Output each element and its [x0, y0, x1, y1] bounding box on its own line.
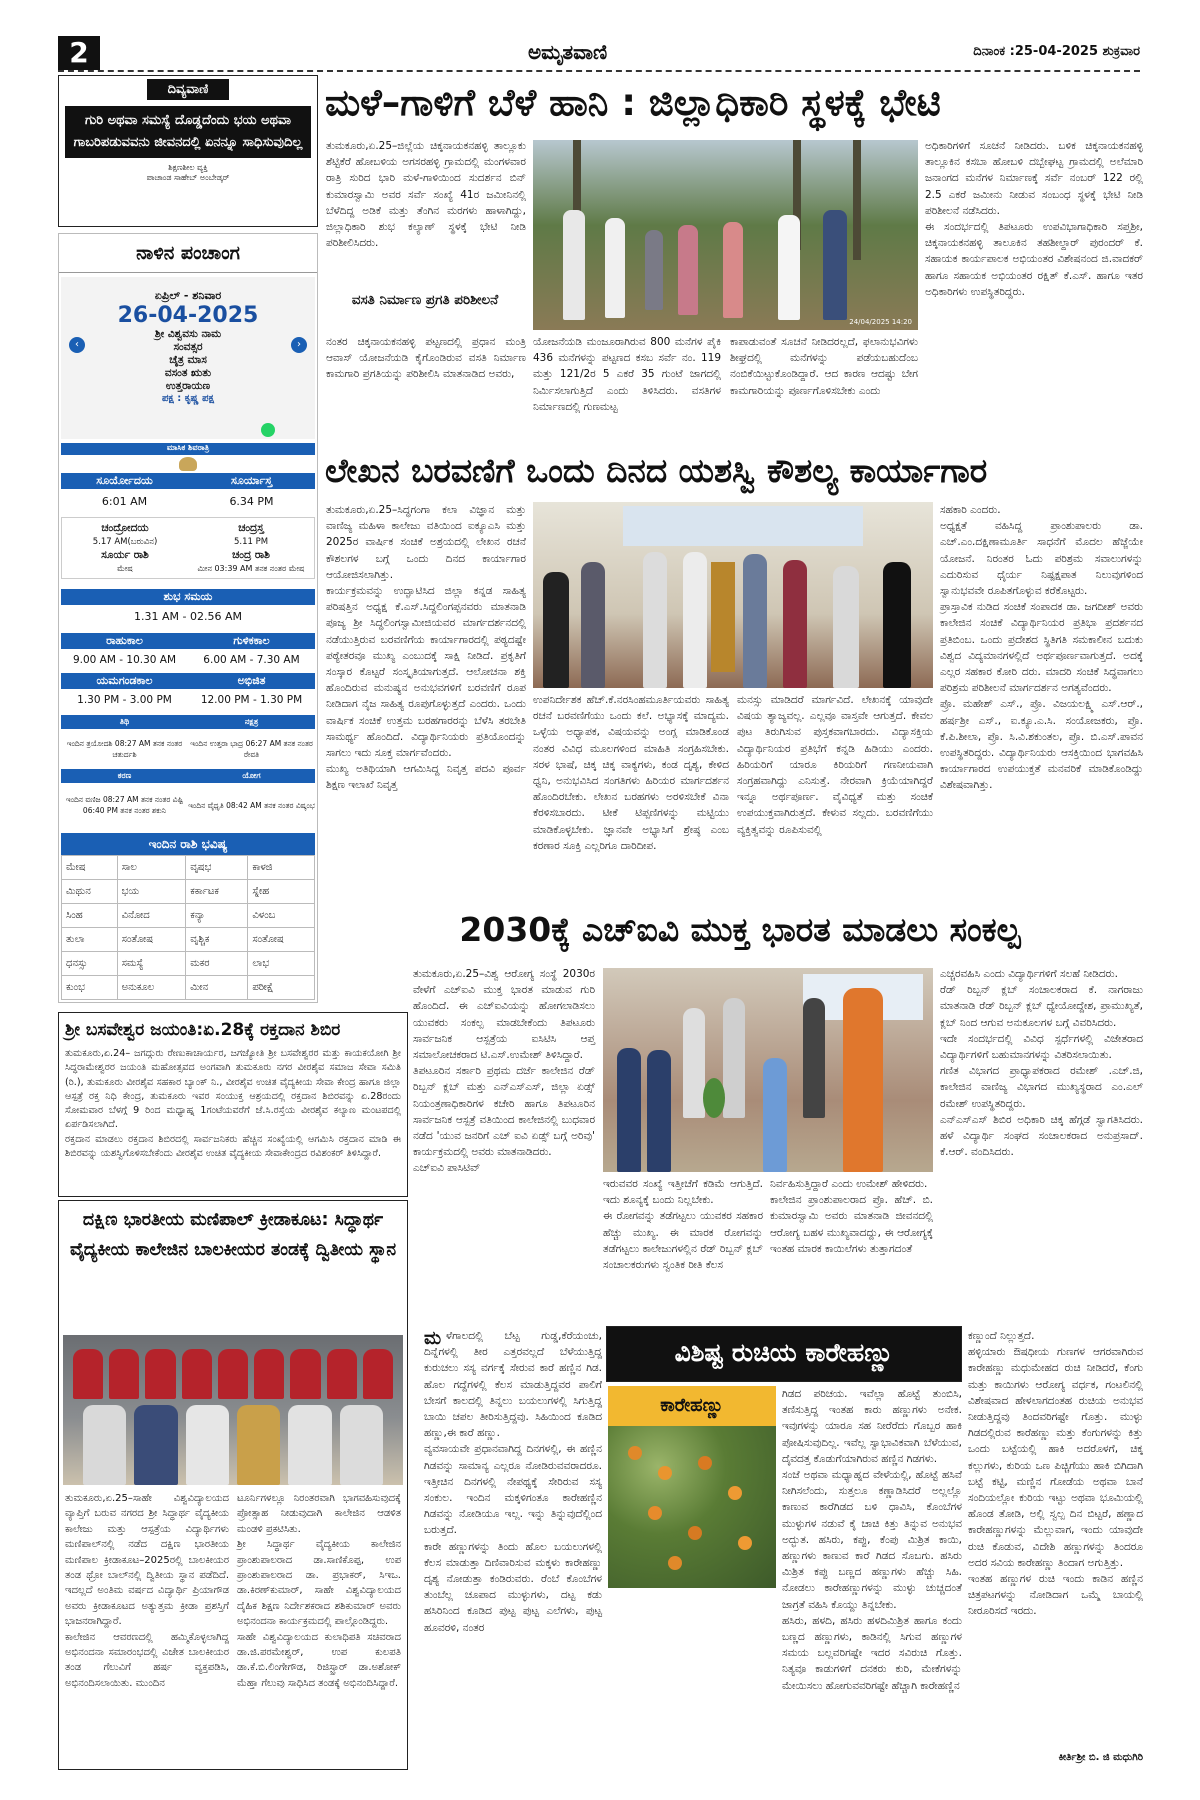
person [581, 562, 605, 688]
banner [623, 506, 863, 546]
fruit-cluster [688, 1526, 702, 1540]
person [723, 222, 743, 318]
rashi-sign: ಸಿಂಹ [62, 904, 118, 928]
person [645, 230, 663, 310]
panchanga-title: ನಾಳಿನ ಪಂಚಾಂಗ [59, 234, 317, 273]
rashi-prediction: ಸ್ನೇಹ [248, 880, 315, 904]
story4-box [58, 1012, 408, 1197]
rashi-sign: ಮೇಷ [62, 856, 118, 880]
rashi-sign: ಮಿಥುನ [62, 880, 118, 904]
person [763, 1058, 787, 1172]
yama-row: ಯಮಗಂಡಕಾಲ ಅಭಿಜಿತ 1.30 PM - 3.00 PM 12.00 PM - 1.30 PM [61, 673, 315, 711]
plant [703, 1078, 725, 1118]
divyavani-title: ದಿವ್ಯವಾಣಿ [147, 79, 229, 100]
photo-label: ಕಾರೇಹಣ್ಣು [608, 1386, 776, 1426]
rashi-section: ಇಂದಿನ ರಾಶಿ ಭವಿಷ್ಯ ಮೇಷ ಸಾಲ ವೃಷಭ ಕಾಳಜಿ ಮಿಥುನ ಭಯ ಕರ್ಕಾಟಕ ಸ್ನೇಹ ಸಿಂಹ ವಿನೋದ ಕನ್ಯಾ ವಿಳಂಬ ತುಲಾ ಸಂತೋಷ ವೃಶ್ಚಿಕ ಸಂತೋಷ ಧನಸ್ಸು ಸಮಸ್ಯೆ ಮಕರ ಲಾಭ ಕುಂಭ ಅನುಕೂಲ ಮೀನ ಪರೀಕ್ಷೆ [61, 833, 315, 1000]
rashi-sign: ಕರ್ಕಾಟಕ [186, 880, 248, 904]
rashi-sign: ವೃಷಭ [186, 856, 248, 880]
rashi-sign: ಕನ್ಯಾ [186, 904, 248, 928]
rashi-prediction: ಸಾಲ [117, 856, 186, 880]
rashi-prediction: ಸಂತೋಷ [248, 928, 315, 952]
story1-col1: ತುಮಕೂರು,ಏ.25–ಜಿಲ್ಲೆಯ ಚಿಕ್ಕನಾಯಕನಹಳ್ಳಿ ತಾಲ್ಲೂಕು ಶೆಟ್ಟಿಕೆರೆ ಹೋಬಳಿಯ ಅಗಸರಹಳ್ಳಿ ಗ್ರಾಮದಲ್ಲಿ ಮಂಗಳವಾರ ರಾತ್ರಿ ಸುರಿದ ಭಾರಿ ಮಳೆ-ಗಾಳಿಯಿಂದ ಸುದರ್ಶನ ಬಿನ್ ಕುಮಾರಸ್ವಾಮಿ ಅವರ ಸರ್ವೆ ಸಂಖ್ಯೆ 41ರ ಜಮೀನಿನಲ್ಲಿ ಬೆಳೆದಿದ್ದ ಅಡಿಕೆ ಮತ್ತು ತೆಂಗಿನ ಮರಗಳು ಹಾಳಾಗಿದ್ದು, ಜಿಲ್ಲಾಧಿಕಾರಿ ಶುಭ ಕಲ್ಯಾಣ್ ಸ್ಥಳಕ್ಕೆ ಭೇಟಿ ನೀಡಿ ಪರಿಶೀಲಿಸಿದರು. [326, 140, 530, 250]
story6-headline: ವಿಶಿಷ್ಟ ರುಚಿಯ ಕಾರೇಹಣ್ಣು [674, 1338, 894, 1367]
story6-col1: ಳೆಗಾಲದಲ್ಲಿ ಬೆಟ್ಟ ಗುಡ್ಡ,ಕೆರೆಯಂಚು, ದಿನ್ನೆಗಳಲ್ಲಿ ತೀರ ಎತ್ತರವಲ್ಲದೆ ಬೆಳೆಯುತ್ತಿದ್ದ ಕುರುಚಲು ಸಸ್ಯ ವರ್ಗಕ್ಕೆ ಸೇರುವ ಕಾರೆ ಹಣ್ಣಿನ ಗಿಡ. ಹೊಲ ಗದ್ದೆಗಳಲ್ಲಿ ಕೆಲಸ ಮಾಡುತ್ತಿದ್ದವರ ಪಾಲಿಗೆ ಬೇಸಗೆ ಕಾಲದಲ್ಲಿ ತಿನ್ನಲು ಬಯಲುಗಳಲ್ಲಿ ಸಿಗುತ್ತಿದ್ದ ಬಾಯಿ ಚಪಲ ತೀರಿಸುತ್ತಿದ್ದವು. ಸಿಹಿಯಿಂದ ಕೂಡಿದ ಹಣ್ಣು,ಈ ಕಾರೆ ಹಣ್ಣು. ವ್ಯವಸಾಯವೇ ಪ್ರಧಾನವಾಗಿದ್ದ ದಿನಗಳಲ್ಲಿ, ಈ ಹಣ್ಣಿನ ಗಿಡವನ್ನು ಸಾಮಾನ್ಯ ಎಲ್ಲರೂ ನೋಡಿರುವವರಾದರೂ. ಇತ್ತೀಚಿನ ದಿನಗಳಲ್ಲಿ ನೇಪಥ್ಯಕ್ಕೆ ಸೇರಿರುವ ಸಸ್ಯ ಸಂಕುಲ. ಇಂದಿನ ಮಕ್ಕಳಿಗಂತೂ ಕಾರೇಹಣ್ಣಿನ ಗಿಡವನ್ನು ನೋಡಿಯೂ ಇಲ್ಲ. ಇನ್ನು ತಿನ್ನುವುದೆಲ್ಲಿಂದ ಬರುತ್ತದೆ. ಕಾರೇ ಹಣ್ಣುಗಳನ್ನು ತಿಂದು ಹೊಲ ಬಯಲುಗಳಲ್ಲಿ ಕೆಲಸ ಮಾಡುತ್ತಾ ದಿಣಿವಾರಿಸುವ ಮಕ್ಕಳು ಕಾರೇಹಣ್ಣು ದೃಶ್ಯ ನೋಡುತ್ತಾ ಕಂಡಿರುವರು. ರೆಂಬೆ ಕೊಂಬೆಗಳ ತುಂಬೆಲ್ಲ ಚೂಪಾದ ಮುಳ್ಳುಗಳು, ದಟ್ಟ ಕಡು ಹಸಿರಿನಿಂದ ಕೂಡಿದ ಪುಟ್ಟ ಪುಟ್ಟ ಎಲೆಗಳು, ಪುಟ್ಟ ಹೂವರಳಿ, ನಂತರ [424, 1330, 602, 1634]
palm-tree [853, 140, 861, 260]
story1-under-photo-b: ಕಾಪಾಡುವಂತೆ ಸೂಚನೆ ನೀಡಿದರಲ್ಲದೆ, ಫಲಾನುಭವಿಗಳು ಶೀಘ್ರದಲ್ಲಿ ಮನೆಗಳನ್ನು ಪಡೆಯಬಹುದೆಂಬ ನಂಬಿಕೆಯಿಟ್ಟುಕೊಂಡಿದ್ದಾರೆ. ಆದ ಕಾರಣ ಆದಷ್ಟು ಬೇಗ ಕಾಮಗಾರಿಯನ್ನು ಪೂರ್ಣಗೊಳಿಸಬೇಕು ಎಂದು [730, 336, 922, 397]
story1-subhead: ವಸತಿ ನಿರ್ಮಾಣ ಪ್ರಗತಿ ಪರಿಶೀಲನೆ [351, 292, 499, 308]
rashi-sign: ತುಲಾ [62, 928, 118, 952]
person [883, 562, 911, 688]
rashi-prediction: ಕಾಳಜಿ [248, 856, 315, 880]
tithi-row: ತಿಥಿ ನಕ್ಷತ್ರ ಇಂದಿನ ತ್ರಯೋದಶಿ 08:27 AM ತನಕ ನಂತರ ಚತುರ್ದಶಿ ಇಂದಿನ ಉತ್ತರಾ ಭಾದ್ರ 06:27 AM ತನಕ ನಂತರ ರೇವತಿ ಕರಣ ಯೋಗ ಇಂದಿನ ವಣಿಜ 08:27 AM ತನಕ ನಂತರ ವಿಷ್ಟಿ 06:40 PM ತನಕ ನಂತರ ಶಕುನಿ ಇಂದಿನ ವೈಧೃತಿ 08:42 AM ತನಕ ನಂತರ ವಿಷ್ಕಂಭ [61, 715, 315, 827]
rashi-prediction: ವಿಳಂಬ [248, 904, 315, 928]
rashi-prediction: ಪರೀಕ್ಷೆ [248, 976, 315, 1000]
panchanga-date-card: ಏಪ್ರಿಲ್ - ಶನಿವಾರ 26-04-2025 ಶ್ರೀ ವಿಶ್ವವಸು ನಾಮ ಸಂವತ್ಸರ ಚೈತ್ರ ಮಾಸ ವಸಂತ ಋತು ಉತ್ತರಾಯಣ ಪಕ್ಷ : ಕೃಷ್ಣ ಪಕ್ಷ ‹ › [61, 277, 315, 439]
story4-body: ತುಮಕೂರು,ಏ.24– ಜಗದ್ಗುರು ರೇಣುಕಾಚಾರ್ಯರ, ಜಗಜ್ಯೋತಿ ಶ್ರೀ ಬಸವೇಶ್ವರರ ಮತ್ತು ಕಾಯಕಯೋಗಿ ಶ್ರೀ ಸಿದ್ಧರಾಮೇಶ್ವರರ ಜಯಂತಿ ಮಹೋತ್ಸವದ ಅಂಗವಾಗಿ ತುಮಕೂರು ನಗರ ವೀರಶೈವ ಸಮಾಜ ಸೇವಾ ಸಮಿತಿ (ರಿ.), ತುಮಕೂರು ವೀರಶೈವ ಸಹಕಾರ ಬ್ಯಾಂಕ್ ನಿ., ವೀರಶೈವ ಉಚಿತ ವೈದ್ಯಕೀಯ ಸೇವಾ ಕೇಂದ್ರ ಹಾಗೂ ಜಿಲ್ಲಾ ಆಸ್ಪತ್ರೆ ರಕ್ತ ನಿಧಿ ಕೇಂದ್ರ, ತುಮಕೂರು ಇವರ ಸಂಯುಕ್ತ ಆಶ್ರಯದಲ್ಲಿ ರಕ್ತದಾನ ಶಿಬಿರವನ್ನು ಏ.28ರಂದು ಸೋಮವಾರ ಬೆಳಗ್ಗೆ 9 ರಿಂದ ಮಧ್ಯಾಹ್ನ 1ಗಂಟೆಯವರೆಗೆ ಜೆ.ಸಿ.ರಸ್ತೆಯ ವೀರಶೈವ ಕಲ್ಯಾಣ ಮಂಟಪದಲ್ಲಿ ಏರ್ಪಡಿಸಲಾಗಿದೆ. ರಕ್ತದಾನ ಮಾಡಲು ರಕ್ತದಾನ ಶಿಬಿರದಲ್ಲಿ ಸಾರ್ವಜನಿಕರು ಹೆಚ್ಚಿನ ಸಂಖ್ಯೆಯಲ್ಲಿ ಆಗಮಿಸಿ ರಕ್ತದಾನ ಮಾಡಿ ಈ ಶಿಬಿರವನ್ನು ಯಶಸ್ವಿಗೊಳಿಸಬೇಕೆಂದು ವೀರಶೈವ ಉಚಿತ ವೈದ್ಯಕೀಯ ಸೇವಾಕೇಂದ್ರದ ರವಿಶಂಕರ್ ತಿಳಿಸಿದ್ದಾರೆ. [65, 1048, 401, 1160]
person [563, 210, 585, 320]
person [647, 1050, 671, 1172]
story5-photo [63, 1335, 403, 1485]
fruit-cluster [658, 1466, 672, 1480]
moon-row: ಚಂದ್ರೋದಯ ಚಂದ್ರಸ್ತ 5.17 AM(ಬರುವಿನ) 5.11 PM ಸೂರ್ಯ ರಾಶಿ ಚಂದ್ರ ರಾಶಿ ಮೇಷ ಮೀನ 03:39 AM ತನಕ ನಂತರ ಮೇಷ [61, 517, 315, 579]
story5-col1: ತುಮಕೂರು,ಏ.25–ಸಾಹೇ ವಿಶ್ವವಿದ್ಯಾಲಯದ ವ್ಯಾಪ್ತಿಗೆ ಬರುವ ನಗರದ ಶ್ರೀ ಸಿದ್ಧಾರ್ಥ ವೈದ್ಯಕೀಯ ಕಾಲೇಜು ಮತ್ತು ಆಸ್ಪತ್ರೆಯ ವಿದ್ಯಾರ್ಥಿಗಳು ಮಣಿಪಾಲ್‌ನಲ್ಲಿ ನಡೆದ ದಕ್ಷಿಣ ಭಾರತೀಯ ಮಣಿಪಾಲ ಕ್ರೀಡಾಕೂಟ–2025ರಲ್ಲಿ ಬಾಲಕೀಯರ ತಂಡ ಥ್ರೋ ಬಾಲ್‌ನಲ್ಲಿ ದ್ವಿತೀಯ ಸ್ಥಾನ ಪಡೆದಿದೆ. ಇದಲ್ಲದೆ ಅಂತಿಮ ವರ್ಷದ ವಿದ್ಯಾರ್ಥಿ ಪ್ರಿಯಾಗೌಡ ಅವರು ಕ್ರೀಡಾಕೂಟದ ಅತ್ಯುತ್ತಮ ಕ್ರೀಡಾ ಪ್ರಶಸ್ತಿಗೆ ಭಾಜನರಾಗಿದ್ದಾರೆ. ಕಾಲೇಜಿನ ಆವರಣದಲ್ಲಿ ಹಮ್ಮಿಕೊಳ್ಳಲಾಗಿದ್ದ ಅಭಿನಂದನಾ ಸಮಾರಂಭದಲ್ಲಿ ವಿಜೇತ ಬಾಲಕೀಯರ ತಂಡ ಗೆಲುವಿಗೆ ಹರ್ಷ ವ್ಯಕ್ತಪಡಿಸಿ, ಅಭಿನಂದಿಸಲಾಯಿತು. ಮುಂದಿನ [65, 1493, 229, 1689]
rashi-prediction: ಭಯ [117, 880, 186, 904]
person [723, 998, 745, 1118]
story3-photo [603, 968, 933, 1172]
rashi-prediction: ವಿನೋದ [117, 904, 186, 928]
story5-box [58, 1200, 408, 1770]
divyavani-box [58, 75, 318, 227]
story6-dropcap: ಮ [424, 1328, 442, 1349]
deity-icon [179, 457, 197, 471]
panchanga-date: 26-04-2025 [117, 303, 259, 328]
rashi-row [62, 904, 315, 928]
story2-col1: ತುಮಕೂರು,ಏ.25–ಸಿದ್ಧಗಂಗಾ ಕಲಾ ವಿಜ್ಞಾನ ಮತ್ತು ವಾಣಿಜ್ಯ ಮಹಿಳಾ ಕಾಲೇಜು ವತಿಯಿಂದ ಐಕ್ಯೂಎಸಿ ಮತ್ತು 2025ರ ವಾರ್ಷಿಕ ಸಂಚಿಕೆ ಅಶ್ರಯದಲ್ಲಿ ಲೇಖನ ರಚನೆ ಕೌಶಲಗಳ ಬಗ್ಗೆ ಒಂದು ದಿನದ ಕಾರ್ಯಾಗಾರ ಆಯೋಜಿಸಲಾಗಿತ್ತು. ಕಾರ್ಯಕ್ರಮವನ್ನು ಉದ್ಘಾಟಿಸಿದ ಜಿಲ್ಲಾ ಕನ್ನಡ ಸಾಹಿತ್ಯ ಪರಿಷತ್ತಿನ ಅಧ್ಯಕ್ಷ ಕೆ.ಎಸ್.ಸಿದ್ದಲಿಂಗಪ್ಪನವರು ಮಾತನಾಡಿ ಪೂಜ್ಯ ಶ್ರೀ ಸಿದ್ಧಲಿಂಗಸ್ವಾಮೀಜಿಯವರ ಮಾರ್ಗದರ್ಶನದಲ್ಲಿ ನಡೆಯುತ್ತಿರುವ ಬರವಣಿಗೆಯ ಕಾರ್ಯಾಗಾರದಲ್ಲಿ ಪಠ್ಯದಷ್ಟೇ ಪಠ್ಯೇತರವೂ ಮುಖ್ಯ ಎಂಬುದಕ್ಕೆ ಸಾಕ್ಷಿ ನೀಡಿದೆ. ಪ್ರಕೃತಿಗೆ ಸಂಸ್ಕಾರ ಕೊಟ್ಟರೆ ಸಂಸ್ಕೃತಿಯಾಗುತ್ತದೆ. ಆಲೋಚನಾ ಶಕ್ತಿ ಹೊಂದಿರುವ ಮನುಷ್ಯನ ಅನುಭವಗಳಿಗೆ ಬರವಣಿಗೆ ರೂಪ ನೀಡಿದಾಗ ನೈಜ ಸಾಹಿತ್ಯ ರೂಪುಗೊಳ್ಳುತ್ತದೆ ಎಂದರು. ಒಂದು ವಾರ್ಷಿಕ ಸಂಚಿಕೆ ಉತ್ತಮ ಬರಹಗಾರರನ್ನು ಬೆಳೆಸಿ ತರಬೇತಿ ಸಾಮರ್ಥ್ಯ ಹೊಂದಿದೆ. ವಿದ್ಯಾರ್ಥಿನಿಯರು ಪ್ರತಿಯೊಂದನ್ನು ಸಾಗಲು ಇದು ಸೂಕ್ತ ಮಾರ್ಗವೆಂದರು. ಮುಖ್ಯ ಅತಿಥಿಯಾಗಿ ಆಗಮಿಸಿದ್ದ ನಿವೃತ್ತ ಪದವಿ ಪೂರ್ವ ಶಿಕ್ಷಣ ಇಲಾಖೆ ನಿವೃತ್ತ [326, 504, 526, 792]
chevron-left-icon: ‹ [75, 339, 79, 350]
rashi-sign: ವೃಶ್ಚಿಕ [186, 928, 248, 952]
rashi-prediction: ಲಾಭ [248, 952, 315, 976]
person [643, 552, 667, 688]
story3-under-b: ನಿರ್ವಹಿಸುತ್ತಿದ್ದಾರೆ ಎಂದು ಉಮೇಶ್ ಹೇಳಿದರು. ಕಾಲೇಜಿನ ಪ್ರಾಂಶುಪಾಲರಾದ ಪ್ರೊ. ಹೆಚ್. ಬಿ. ಕುಮಾರಸ್ವಾಮಿ ಅವರು ಮಾತನಾಡಿ ಜೀವನದಲ್ಲಿ ಆರೋಗ್ಯ ಬಹಳ ಮುಖ್ಯವಾದದ್ದು, ಈ ಆರೋಗ್ಯಕ್ಕೆ ಇಂತಹ ಮಾರಕ ಕಾಯಿಲೆಗಳು ತುತ್ತಾಗದಂತೆ [770, 1178, 933, 1255]
person [543, 572, 569, 688]
person [833, 566, 859, 688]
person [783, 560, 807, 688]
rashi-sign: ಕುಂಭ [62, 976, 118, 1000]
panchanga-month-day: ಏಪ್ರಿಲ್ - ಶನಿವಾರ [154, 289, 222, 302]
fruit-cluster [698, 1456, 712, 1470]
paper-name: ಅಮೃತವಾಣಿ [528, 40, 608, 64]
players-row [73, 1349, 393, 1399]
story1-under-photo-a: ಯೋಜನೆಯಡಿ ಮಂಜೂರಾಗಿರುವ 800 ಮನೆಗಳ ಪೈಕಿ 436 ಮನೆಗಳನ್ನು ಪಟ್ಟಣದ ಕಸಬ ಸರ್ವೆ ನಂ. 119 ಮತ್ತು 121/2ರ 5 ಎಕರೆ 35 ಗುಂಟೆ ಜಾಗದಲ್ಲಿ ನಿರ್ಮಿಸಲಾಗುತ್ತಿದೆ ಎಂದು ತಿಳಿಸಿದರು. ವಸತಿಗಳ ನಿರ್ಮಾಣದಲ್ಲಿ ಗುಣಮಟ್ಟ [533, 336, 725, 413]
rashi-sign: ಮೀನ [186, 976, 248, 1000]
panchanga-samvatsara: ಶ್ರೀ ವಿಶ್ವವಸು ನಾಮ [154, 328, 222, 340]
fruit-cluster [738, 1536, 752, 1550]
rashi-prediction: ಸಂತೋಷ [117, 928, 186, 952]
story2-under-b: ಮನಸ್ಸು ಮಾಡಿದರೆ ಮಾರ್ಗವಿದೆ. ಲೇಖನಕ್ಕೆ ಯಾವುದೇ ವಿಷಯ ತ್ಯಾಜ್ಯವಲ್ಲ. ಎಲ್ಲವೂ ವಾಸ್ತವೇ ಆಗುತ್ತದೆ. ಕೇವಲ ಪುಟ ತಿರುಗಿಸುವ ಪುಸ್ತಕವಾಗಬಾರದು. ವಿದ್ಯಾಸಕ್ತಿಯ ವಿದ್ಯಾರ್ಥಿನಿಯರ ಪ್ರತಿಭೆಗೆ ಕನ್ನಡಿ ಹಿಡಿಯು ಎಂದರು. ಹಿರಿಯರಿಗೆ ಯಾರೂ ಕಿರಿಯರಿಗೆ ಗಣನೀಯವಾಗಿ ಸಂಗ್ರಹವಾಗಿದ್ದು ಎನಿಸುತ್ತೆ. ನೇರವಾಗಿ ಕ್ರಿಯೆಯಾಗಿದ್ದರೆ ಇನ್ನೂ ಅರ್ಥಪೂರ್ಣ. ವೈವಿಧ್ಯತೆ ಮತ್ತು ಸಂಚಿಕೆ ಉಪಯುಕ್ತವಾಗಿರುತ್ತದೆ. ಕೇಳುವ ಸಲ್ಲದು. ಬರವಣಿಗೆಯು ವ್ಯಕ್ತಿತ್ವವನ್ನು ರೂಪಿಸುವಲ್ಲಿ [737, 694, 937, 836]
rashi-row [62, 880, 315, 904]
panchanga-paksha: ಪಕ್ಷ : ಕೃಷ್ಣ ಪಕ್ಷ [162, 393, 214, 404]
story2-under-a: ಉಪನಿರ್ದೇಶಕ ಹೆಚ್.ಕೆ.ನರಸಿಂಹಮೂರ್ತಿಯವರು ಸಾಹಿತ್ಯ ರಚನೆ ಬರವಣಿಗೆಯು ಒಂದು ಕಲೆ. ಅಭ್ಯಾಸಕ್ಕೆ ಮಾದ್ಯಮ. ಒಳ್ಳೆಯ ಅಧ್ಯಾಪಕ, ವಿಷಯವನ್ನು ಅಂಗ್ಲ ಮಾಡಿಕೊಂಡ ನಂತರ ವಿವಿಧ ಮೂಲಗಳಿಂದ ಮಾಹಿತಿ ಸಂಗ್ರಹಿಸಬೇಕು. ಸರಳ ಭಾಷೆ, ಚಿಕ್ಕ ಚಿಕ್ಕ ವಾಕ್ಯಗಳು, ಕಂಡ ದೃಶ್ಯ, ಕೇಳಿದ ಧ್ವನಿ, ಅನುಭವಿಸಿದ ಸಂಗತಿಗಳು ಹಿರಿಯರ ಮಾರ್ಗದರ್ಶನ ಹೊಂದಿರಬೇಕು. ಲೇಖನ ಬರಹಗಳು ಅರಳಿಸಬೇಕೆ ವಿನಾ ಕೆರಳಿಸಬಾರದು. ಟೀಕೆ ಟಿಪ್ಪಣಿಗಳನ್ನು ಮಟ್ಟಿಯು ಮಾಡಿಕೊಳ್ಳಬೇಕು. ಜ್ಞಾನವೇ ಅಭ್ಯಾಸಿಗೆ ಶ್ರೇಷ್ಠ ಎಂಬ ಕರಣಾರ ಸೂಕ್ತಿ ಎಲ್ಲರಿಗೂ ದಾರಿದೀಪ. [533, 694, 733, 852]
person [683, 1008, 705, 1118]
rashi-prediction: ಅನುಕೂಲ [117, 976, 186, 1000]
issue-date: ದಿನಾಂಕ :25-04-2025 ಶುಕ್ರವಾರ [973, 44, 1140, 59]
panchanga-widget [58, 233, 318, 1003]
fruit-cluster [628, 1446, 642, 1460]
page-number: 2 [58, 36, 100, 70]
rashi-table [61, 855, 315, 1000]
prev-date-button[interactable] [69, 337, 85, 353]
story1-photo [533, 140, 918, 330]
sun-row: ಸೂರ್ಯೋದಯ ಸೂರ್ಯಾಸ್ತ 6:01 AM 6.34 PM [61, 473, 315, 515]
photo-timestamp: 24/04/2025 14:20 [849, 318, 912, 326]
rashi-sign: ಧನಸ್ಸು [62, 952, 118, 976]
rashi-sign: ಮಕರ [186, 952, 248, 976]
story1-headline: ಮಳೆ–ಗಾಳಿಗೆ ಬೆಳೆ ಹಾನಿ : ಜಿಲ್ಲಾಧಿಕಾರಿ ಸ್ಥಳಕ್ಕೆ ಭೇಟಿ [325, 81, 941, 124]
whatsapp-icon[interactable] [261, 423, 275, 437]
officials-row [83, 1405, 383, 1485]
story6-photo [608, 1386, 776, 1588]
rashi-row [62, 928, 315, 952]
story6-col2: ಗಿಡದ ಪರಿಚಯ. ಇವೆಲ್ಲಾ ಹೊಟ್ಟೆ ತುಂಬಿಸಿ, ತಣಿಸುತ್ತಿದ್ದ ಇಂತಹ ಕಾರು ಹಣ್ಣುಗಳು ಅನೇಕ. ಇವುಗಳನ್ನು ಯಾರೂ ಸಹ ನೀರೆರೆದು ಗೊಬ್ಬರ ಹಾಕಿ ಪೋಷಿಸುವುದಿಲ್ಲ. ಇವೆಲ್ಲ ಸ್ವಾಭಾವಿಕವಾಗಿ ಬೆಳೆಯುವ, ದೈವದತ್ತ ಕೊಡುಗೆಯಾಗಿರುವ ಹಣ್ಣಿನ ಗಿಡಗಳು. ಸಂಜೆ ಅಥವಾ ಮಧ್ಯಾಹ್ನದ ವೇಳೆಯಲ್ಲಿ, ಹೊಟ್ಟೆ ಹಸಿವೆ ನೀಗಿಸಲೆಂದು, ಸುತ್ತಲೂ ಕಣ್ಣಾಡಿಸಿದರೆ ಅಲ್ಲಲ್ಲೊ ಕಾಣುವ ಕಾರೆಗಿಡದ ಬಳಿ ಧಾವಿಸಿ, ಕೊಂಬೆಗಳ ಮುಳ್ಳುಗಳ ನಡುವೆ ಕೈ ಚಾಚಿ ಕಿತ್ತು ತಿನ್ನುವ ಅನುಭವ ಅದ್ಭುತ. ಹಸಿರು, ಕಪ್ಪು, ಕೆಂಪು ಮಿಶ್ರಿತ ಕಾಯಿ, ಹಣ್ಣುಗಳು ಕಾಣುವ ಕಾರೆ ಗಿಡದ ಸೊಬಗು. ಹಸಿರು ಮಿಶ್ರಿತ ಕಪ್ಪು ಬಣ್ಣದ ಹಣ್ಣುಗಳು ಹೆಚ್ಚು ಸಿಹಿ. ನೋಡಲು ಕಾರೇಹಣ್ಣುಗಳನ್ನು ಮುಳ್ಳು ಚುಚ್ಚದಂತೆ ಜಾಗ್ರತೆ ವಹಿಸಿ ಕೊಯ್ದು ತಿನ್ನಬೇಕು. ಹಸಿರು, ಹಳದಿ, ಹಸಿರು ಹಳದಿಮಿಶ್ರಿತ ಹಾಗೂ ಕಂದು ಬಣ್ಣದ ಹಣ್ಣುಗಳು, ಕಾಡಿನಲ್ಲಿ ಸಿಗುವ ಹಣ್ಣುಗಳ ಸಮಯ ಬಲ್ಲವರಿಗಷ್ಟೇ ಇದರ ಸವಿರುಚಿ ಗೊತ್ತು. ನಿತ್ಯವೂ ಕಾಡುಗಳಿಗೆ ದನಕರು ಕುರಿ, ಮೇಕೆಗಳನ್ನು ಮೇಯಿಸಲು ಹೋಗುವವರಿಗಷ್ಟೇ ಹೆಚ್ಚಾಗಿ ಕಾರೇಹಣ್ಣಿನ [782, 1388, 962, 1692]
person [803, 998, 825, 1118]
divyavani-author: ಶಿಕ್ಷಣಶೀಲ ವ್ಯಕ್ತಿ ಪಾಚಾಂಡ ಸಾಹೇಬ್ ಅಂಬೇಡ್ಕರ್ [146, 163, 230, 182]
rashi-row [62, 976, 315, 1000]
fruit-cluster [648, 1506, 662, 1520]
person [823, 210, 847, 320]
story6-headline-box [606, 1326, 962, 1382]
story3-col1: ತುಮಕೂರು,ಏ.25–ವಿಶ್ವ ಆರೋಗ್ಯ ಸಂಸ್ಥೆ 2030ರ ವೇಳೆಗೆ ಎಚ್‌ಐವಿ ಮುಕ್ತ ಭಾರತ ಮಾಡುವ ಗುರಿ ಹೊಂದಿದೆ. ಈ ಎಚ್‌ಐವಿಯನ್ನು ಹೋಗಲಾಡಿಸಲು ಯುವಕರು ಸಂಕಲ್ಪ ಮಾಡಬೇಕೆಂದು ತಿಪಟೂರು ಸಾರ್ವಜನಿಕ ಆಸ್ಪತ್ರೆಯ ಐಸಿಟಿಸಿ ಆಪ್ತ ಸಮಾಲೋಚಕರಾದ ಟಿ.ಎಸ್.ಉಮೇಶ್ ತಿಳಿಸಿದ್ದಾರೆ. ತಿಪಟೂರಿನ ಸರ್ಕಾರಿ ಪ್ರಥಮ ದರ್ಜೆ ಕಾಲೇಜಿನ ರೆಡ್ ರಿಬ್ಬನ್ ಕ್ಲಬ್ ಮತ್ತು ಎನ್‌ಎಸ್‌ಎಸ್, ಜಿಲ್ಲಾ ಏಡ್ಸ್ ನಿಯಂತ್ರಣಾಧಿಕಾರಿಗಳ ಕಚೇರಿ ಹಾಗೂ ತಿಪಟೂರಿನ ಸಾರ್ವಜನಿಕ ಆಸ್ಪತ್ರೆ ವತಿಯಿಂದ ಕಾಲೇಜಿನಲ್ಲಿ ಬುಧವಾರ ನಡೆದ 'ಯುವ ಜನರಿಗೆ ಎಚ್ ಐವಿ ಏಡ್ಸ್ ಬಗ್ಗೆ ಅರಿವು' ಕಾರ್ಯಕ್ರಮದಲ್ಲಿ ಅವರು ಮಾತನಾಡಿದರು. ಎಚ್‌ಐವಿ ಪಾಸಿಟಿವ್ [413, 968, 596, 1175]
rahu-row: ರಾಹುಕಾಲ ಗುಳಿಕಕಾಲ 9.00 AM - 10.30 AM 6.00 AM - 7.30 AM [61, 633, 315, 671]
story2-col3: ಸಹಕಾರಿ ಎಂದರು. ಅಧ್ಯಕ್ಷತೆ ವಹಿಸಿದ್ದ ಪ್ರಾಂಶುಪಾಲರು ಡಾ. ಎಚ್.ಎಂ.ದಕ್ಷಿಣಾಮೂರ್ತಿ ಸಾಧನೆಗೆ ಮೊದಲ ಹೆಜ್ಜೆಯೇ ಯೋಜನೆ. ನಿರಂತರ ಓದು ಪರಿಶ್ರಮ ಸವಾಲುಗಳನ್ನು ಎದುರಿಸುವ ಧೈರ್ಯ ನಿಷ್ಪಕ್ಷಪಾತ ನಿಲುವುಗಳಿಂದ ಸ್ವಾನುಭವವೇ ರೂಪಿತಗೊಳ್ಳುವ ಕರೆಕೊಟ್ಟರು. ಪ್ರಾಸ್ತಾವಿಕ ನುಡಿದ ಸಂಚಿಕೆ ಸಂಪಾದಕ ಡಾ. ಜಗದೀಶ್ ಅವರು ಕಾಲೇಜಿನ ಸಂಚಿಕೆ ವಿದ್ಯಾರ್ಥಿನಿಯರ ಪ್ರತಿಭಾ ಪ್ರದರ್ಶನದ ಪ್ರತಿಬಿಂಬ. ಒಂದು ಪ್ರದೇಶದ ಸ್ಥಿತಿಗತಿ ಸಮಕಾಲೀನ ಬದುಕು ವಿಶ್ವದ ವಿದ್ಯಮಾನಗಳಲ್ಲಿದೆ ಅರ್ಥಪೂರ್ಣವಾಗುತ್ತದೆ. ಅದಕ್ಕೆ ಎಲ್ಲರ ಸಹಕಾರ ಕೋರಿ ದರು. ಮಾದರಿ ಸಂಚಿಕೆ ಸಿದ್ಧವಾಗಲು ಪರಿಶ್ರಮ ಪರಿಶೀಲನೆ ಮಾರ್ಗದರ್ಶನ ಅಗತ್ಯವೆಂದರು. ಪ್ರೊ. ಮಹೇಶ್ ಎಸ್., ಪ್ರೊ. ವಿಜಯಲಕ್ಷ್ಮಿ ಎಸ್.ಆರ್., ಹರ್ಷಶ್ರೀ ಎಸ್., ಐ.ಕ್ಯೂ.ಎ.ಸಿ. ಸಂಯೋಜಕರು, ಪ್ರೊ. ಕೆ.ಪಿ.ಶೀಲಾ, ಪ್ರೊ. ಸಿ.ವಿ.ಶಕುಂತಲ, ಪ್ರೊ. ಬಿ.ಎಸ್.ಪಾವನ ಉಪಸ್ಥಿತರಿದ್ದರು. ವಿದ್ಯಾರ್ಥಿನಿಯರು ಆಸಕ್ತಿಯಿಂದ ಭಾಗವಹಿಸಿ ಕಾರ್ಯಾಗಾರದ ಉಪಯುಕ್ತತೆ ಮನವರಿಕೆ ಮಾಡಿಕೊಂಡಿದ್ದು ವಿಶೇಷವಾಗಿತ್ತು. [940, 504, 1143, 792]
rashi-row [62, 952, 315, 976]
story3-under-a: ಇರುವವರ ಸಂಖ್ಯೆ ಇತ್ತೀಚೆಗೆ ಕಡಿಮೆ ಆಗುತ್ತಿದೆ. ಇದು ಶೂನ್ಯಕ್ಕೆ ಬಂದು ನಿಲ್ಲಬೇಕು. ಈ ರೋಗವನ್ನು ತಡೆಗಟ್ಟಲು ಯುವಕರ ಸಹಕಾರ ಹೆಚ್ಚು ಮುಖ್ಯ. ಈ ಮಾರಕ ರೋಗವನ್ನು ತಡೆಗಟ್ಟಲು ಕಾಲೇಜುಗಳಲ್ಲಿನ ರೆಡ್ ರಿಬ್ಬನ್ ಕ್ಲಬ್ ಸಂಚಾಲಕರುಗಳು ಸ್ವಂತಿಕ ರೀತಿ ಕೆಲಸ [603, 1178, 763, 1272]
person [743, 554, 767, 688]
story1-col1b: ನಂತರ ಚಿಕ್ಕನಾಯಕನಹಳ್ಳಿ ಪಟ್ಟಣದಲ್ಲಿ ಪ್ರಧಾನ ಮಂತ್ರಿ ಆವಾಸ್ ಯೋಜನೆಯಡಿ ಕೈಗೊಂಡಿರುವ ವಸತಿ ನಿರ್ಮಾಣ ಕಾಮಗಾರಿ ಪ್ರಗತಿಯನ್ನು ಪರಿಶೀಲಿಸಿ ಮಾತನಾಡಿದ ಅವರು, [326, 336, 530, 381]
rashi-row [62, 856, 315, 880]
masika-bar: ಮಾಸಿಕ ಶಿವರಾತ್ರಿ [61, 443, 315, 455]
story6-col3: ಕಣ್ಣುಂದೆ ನಿಲ್ಲುತ್ತದೆ. ಹಳ್ಳಿಯಾರು ಔಷಧೀಯ ಗುಣಗಳ ಆಗರವಾಗಿರುವ ಕಾರೇಹಣ್ಣು ಮಧುಮೇಹದ ರುಚಿ ನೀಡಿದರೆ, ಕೆಂಗು ಮತ್ತು ಕಾಯಿಗಳು ಆರೋಗ್ಯ ವರ್ಧಕ, ಗಂಟಲಿನಲ್ಲಿ ವಿಶೇಷವಾದ ಹೇಳಲಾಗದಂತಹ ರುಚಿಯ ಅನುಭವ ನೀಡುತ್ತಿದ್ದವು ತಿಂದವರಿಗಷ್ಟೇ ಗೊತ್ತು. ಮುಳ್ಳು ಗಿಡದಲ್ಲಿರುವ ಕಾರೆಹಣ್ಣು ಮತ್ತು ಕೆಂಗುಗಳನ್ನು ಕಿತ್ತು ಒಂದು ಬಟ್ಟೆಯಲ್ಲಿ ಹಾಕಿ ಅದರೊಳಗೆ, ಚಿಕ್ಕ ಕಲ್ಲುಗಳು, ಕುರಿಯ ಒಣ ಪಿಚ್ಚಿಗೆಯು ಹಾಕಿ ಬಿಗಿದಾಗಿ ಬಟ್ಟೆ ಕಟ್ಟಿ, ಮಣ್ಣಿನ ಗೋಡೆಯ ಅಥವಾ ಬಾನೆ ಸಂದಿಯಲ್ಲೋ ಕುರಿಯ ಇಟ್ಟು ಅಥವಾ ಭೂಮಿಯಲ್ಲಿ ಹೊಂಡ ತೋಡಿ, ಅಲ್ಲಿ ಸ್ವಲ್ಪ ದಿನ ಬಿಟ್ಟರೆ, ಹಣ್ಣಾದ ಕಾರೇಹಣ್ಣುಗಳನ್ನು ಮೆಲ್ಲುವಾಗ, ಇಂದು ಯಾವುದೇ ರುಚಿ ಕೊಡುವ, ವಿದೇಶಿ ಹಣ್ಣುಗಳನ್ನು ತಿಂದರೂ ಅದರ ಸವಿಯ ಕಾರೇಹಣ್ಣು ತಿಂದಾಗ ಅಗುತ್ತಿತ್ತು. ಇಂತಹ ಹಣ್ಣುಗಳ ರುಚಿ ಇಂದು ಕಾಡಿನ ಹಣ್ಣಿನ ಚಿತ್ರಪಟಗಳನ್ನು ನೋಡಿದಾಗ ಒಮ್ಮೆ ಬಾಯಲ್ಲಿ ನೀರೂರಿಸದೆ ಇರದು. [968, 1330, 1143, 1618]
person [843, 988, 883, 1172]
story2-photo [533, 502, 933, 688]
page-header [58, 36, 1140, 72]
story5-col2: ಟೂರ್ನಿಗಳಲ್ಲೂ ನಿರಂತರವಾಗಿ ಭಾಗವಹಿಸುವುದಕ್ಕೆ ಪ್ರೋತ್ಸಾಹ ನೀಡುವುದಾಗಿ ಕಾಲೇಜಿನ ಆಡಳಿತ ಮಂಡಳಿ ಪ್ರಕಟಿಸಿತು. ಶ್ರೀ ಸಿದ್ಧಾರ್ಥ ವೈದ್ಯಕೀಯ ಕಾಲೇಜಿನ ಪ್ರಾಂಶುಪಾಲರಾದ ಡಾ.ಸಾಣಿಕೊಪ್ಪ, ಉಪ ಪ್ರಾಂಶುಪಾಲರಾದ ಡಾ. ಪ್ರಭಾಕರ್, ಸಿಇಒ. ಡಾ.ಕಿರಣ್‌ಕುಮಾರ್, ಸಾಹೇ ವಿಶ್ವವಿದ್ಯಾಲಯದ ದೈಹಿಕ ಶಿಕ್ಷಣ ನಿರ್ದೇಶಕರಾದ ಶಶಿಕುಮಾರ್ ಅವರು ಅಭಿನಂದನಾ ಕಾರ್ಯಕ್ರಮದಲ್ಲಿ ಪಾಲ್ಗೊಂಡಿದ್ದರು. ಸಾಹೇ ವಿಶ್ವವಿದ್ಯಾಲಯದ ಕುಲಾಧಿಪತಿ ಸಚಿವರಾದ ಡಾ.ಜಿ.ಪರಮೇಶ್ವರ್, ಉಪ ಕುಲಪತಿ ಡಾ.ಕೆ.ಬಿ.ಲಿಂಗೇಗೌಡ, ರಿಜಿಸ್ಟ್ರಾರ್ ಡಾ.ಅಶೋಕ್ ಮೆಹ್ತಾ ಗೆಲುವು ಸಾಧಿಸಿದ ತಂಡಕ್ಕೆ ಅಭಿನಂದಿಸಿದ್ದಾರೆ. [237, 1493, 401, 1689]
sunrise-time: 6:01 AM [101, 495, 148, 508]
story3-headline: 2030ಕ್ಕೆ ಎಚ್‌ಐವಿ ಮುಕ್ತ ಭಾರತ ಮಾಡಲು ಸಂಕಲ್ಪ [459, 910, 1021, 949]
person [683, 552, 707, 688]
story2-headline: ಲೇಖನ ಬರವಣಿಗೆ ಒಂದು ದಿನದ ಯಶಸ್ವಿ ಕೌಶಲ್ಯ ಕಾರ್ಯಾಗಾರ [325, 451, 988, 490]
shubha-row: ಶುಭ ಸಮಯ 1.31 AM - 02.56 AM [61, 589, 315, 629]
person [778, 215, 800, 320]
next-date-button[interactable] [291, 337, 307, 353]
sunset-time: 6.34 PM [229, 495, 274, 508]
rashi-prediction: ಸಮಸ್ಯೆ [117, 952, 186, 976]
fruit-cluster [668, 1556, 682, 1570]
story5-headline: ದಕ್ಷಿಣ ಭಾರತೀಯ ಮಣಿಪಾಲ್ ಕ್ರೀಡಾಕೂಟ: ಸಿದ್ಧಾರ್ಥ ವೈದ್ಯಕೀಯ ಕಾಲೇಜಿನ ಬಾಲಕೀಯರ ತಂಡಕ್ಕೆ ದ್ವಿತೀಯ ಸ್ಥಾನ [69, 1210, 397, 1260]
person [605, 218, 625, 318]
person [678, 225, 698, 315]
divyavani-quote: ಗುರಿ ಅಥವಾ ಸಮಸ್ಯೆ ದೊಡ್ಡದೆಂದು ಭಯ ಅಥವಾ ಗಾಬರಿಪಡುವವನು ಜೀವನದಲ್ಲಿ ಏನನ್ನೂ ಸಾಧಿಸುವುದಿಲ್ಲ [65, 106, 311, 158]
story6-byline: ಕೀರ್ತಿಶ್ರೀ ಬಿ. ಜಿ ಮಧುಗಿರಿ [1058, 1752, 1143, 1763]
fruit-cluster [728, 1486, 742, 1500]
lamp [711, 562, 735, 672]
chevron-right-icon: › [297, 339, 301, 350]
story1-col3: ಅಧಿಕಾರಿಗಳಿಗೆ ಸೂಚನೆ ನೀಡಿದರು. ಬಳಿಕ ಚಿಕ್ಕನಾಯಕನಹಳ್ಳಿ ತಾಲ್ಲೂಕಿನ ಕಸಬಾ ಹೋಬಳಿ ದಬ್ಬೇಘಟ್ಟ ಗ್ರಾಮದಲ್ಲಿ ಅಲೆಮಾರಿ ಜನಾಂಗದ ಮನೆಗಳ ನಿರ್ಮಾಣಕ್ಕೆ ಸರ್ವೆ ನಂಬರ್ 122 ರಲ್ಲಿ 2.5 ಎಕರೆ ಜಮೀನು ನೀಡುವ ಸಂಬಂಧ ಸ್ಥಳಕ್ಕೆ ಭೇಟಿ ನೀಡಿ ಪರಿಶೀಲನೆ ನಡೆಸಿದರು. ಈ ಸಂದರ್ಭದಲ್ಲಿ ತಿಪಟೂರು ಉಪವಿಭಾಗಾಧಿಕಾರಿ ಸಪ್ತಶ್ರೀ, ಚಿಕ್ಕನಾಯಕನಹಳ್ಳಿ ತಾಲೂಕಿನ ತಹಶೀಲ್ದಾರ್ ಪುರಂದರ್ ಕೆ. ಸಹಾಯಕ ಕಾರ್ಯಪಾಲಕ ಅಭಿಯಂತರ ವಿಶೇಷನಂದ ಜಿ.ವಾದಕರ್ ಹಾಗೂ ಸಹಾಯಕ ಅಭಿಯಂತರ ರಕ್ಷಿತ್ ಕೆ.ಎಸ್. ಹಾಗೂ ಇತರ ಅಧಿಕಾರಿಗಳು ಉಪಸ್ಥಿತರಿದ್ದರು. [925, 140, 1143, 298]
story3-col3: ಎಚ್ಚರವಹಿಸಿ ಎಂದು ವಿದ್ಯಾರ್ಥಿಗಳಿಗೆ ಸಲಹೆ ನೀಡಿದರು. ರೆಡ್ ರಿಬ್ಬನ್ ಕ್ಲಬ್ ಸಂಚಾಲಕರಾದ ಕೆ. ನಾಗರಾಜು ಮಾತನಾಡಿ ರೆಡ್ ರಿಬ್ಬನ್ ಕ್ಲಬ್ ಧ್ಯೇಯೋದ್ದೇಶ, ಪ್ರಾಮುಖ್ಯತೆ, ಕ್ಲಬ್ ನಿಂದ ಆಗುವ ಅನುಕೂಲಗಳ ಬಗ್ಗೆ ವಿವರಿಸಿದರು. ಇದೇ ಸಂದರ್ಭದಲ್ಲಿ ವಿವಿಧ ಸ್ಪರ್ಧೆಗಳಲ್ಲಿ ವಿಜೇತರಾದ ವಿದ್ಯಾರ್ಥಿಗಳಿಗೆ ಬಹುಮಾನಗಳನ್ನು ವಿತರಿಸಲಾಯಿತು. ಗಣಿತ ವಿಭಾಗದ ಪ್ರಾಧ್ಯಾಪಕರಾದ ರಮೇಶ್ .ಎಚ್.ಜಿ, ಕಾಲೇಜಿನ ವಾಣಿಜ್ಯ ವಿಭಾಗದ ಮುಖ್ಯಸ್ಥರಾದ ಎಂ.ಎಲ್ ರಮೇಶ್ ಉಪಸ್ಥಿತರಿದ್ದರು. ಎನ್‌ಎಸ್‌ಎಸ್ ಶಿಬಿರ ಅಧಿಕಾರಿ ಚಿಕ್ಕ ಹೆಗ್ಗಡೆ ಸ್ವಾಗತಿಸಿದರು. ಹಳೆ ವಿದ್ಯಾರ್ಥಿ ಸಂಘದ ಸಂಚಾಲಕರಾದ ಅನುಪ್ರಸಾದ್. ಕೆ.ಆರ್. ವಂದಿಸಿದರು. [940, 968, 1143, 1159]
story4-headline: ಶ್ರೀ ಬಸವೇಶ್ವರ ಜಯಂತಿ:ಏ.28ಕ್ಕೆ ರಕ್ತದಾನ ಶಿಬಿರ [65, 1020, 341, 1040]
person [617, 1048, 641, 1172]
